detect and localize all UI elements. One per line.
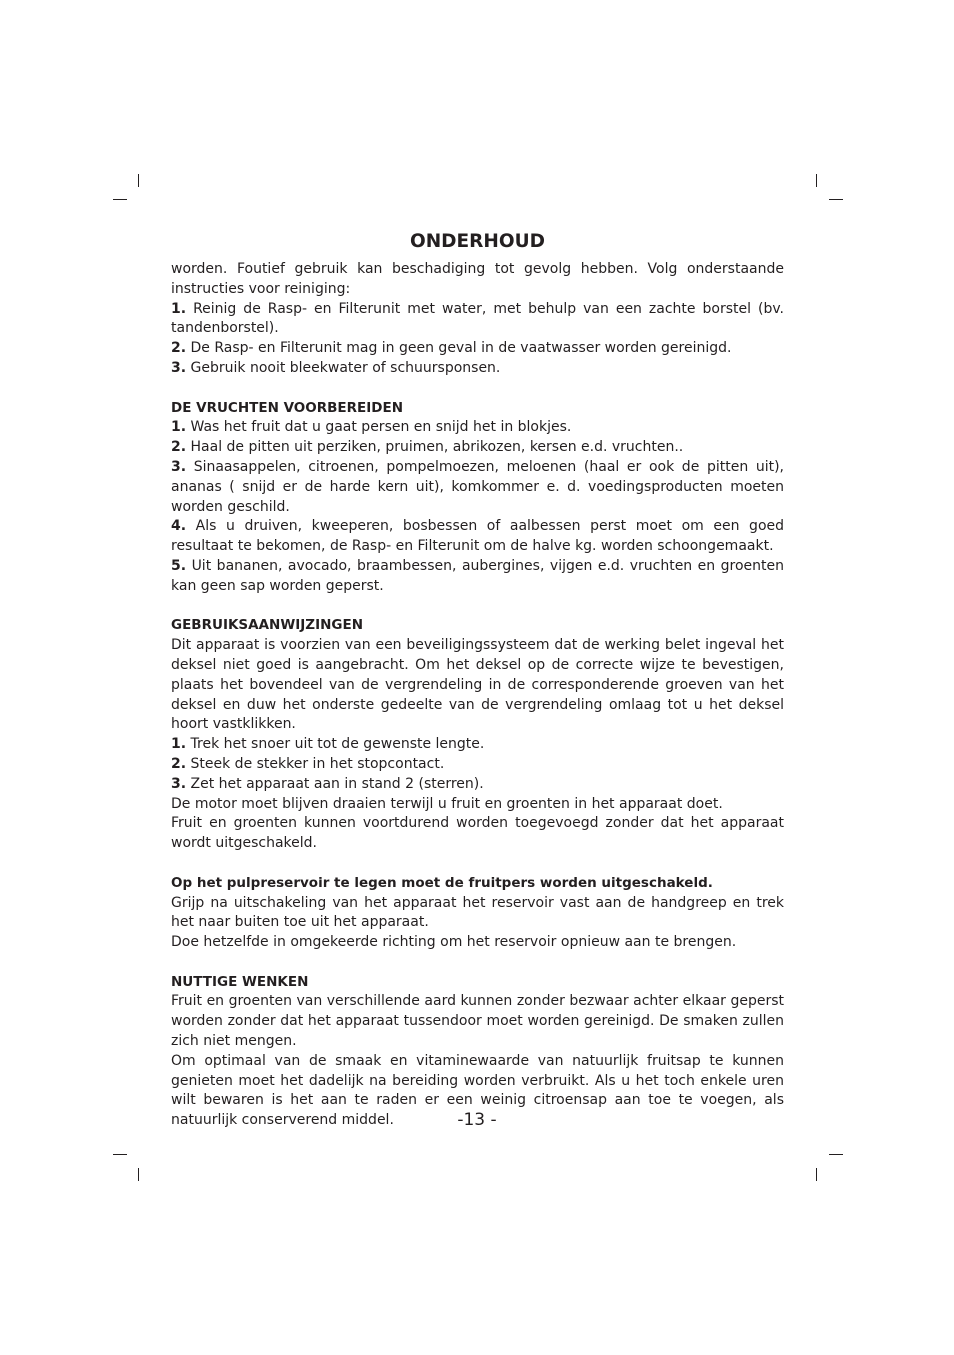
crop-mark-bottom-right-horizontal: [829, 1154, 843, 1155]
fruit-step: [171, 418, 784, 438]
step-text: Als u druiven, kweeperen, bosbessen of aalbessen perst moet om een goed resultaat te bekomen, de Rasp- en Filterunit om de halve kg. worden schoongemaakt.: [171, 518, 785, 555]
usage-step: [171, 755, 784, 775]
step-number: 4.: [171, 518, 187, 535]
step-number: 2.: [171, 755, 187, 772]
usage-intro: Dit apparaat is voorzien van een beveiligingssysteem dat de werking belet ingeval het deksel niet goed is aangebracht. Om het deksel op de correcte wijze te bevestigen, plaats het bovendeel van de vergrendeling in de corresponderende groeven van het deksel en duw het onderste gedeelte van de vergrendeling omlaag tot u het deksel hoort vastklikken.: [171, 637, 784, 733]
intro-paragraph: worden. Foutief gebruik kan beschadiging tot gevolg hebben. Volg onderstaande instructies voor reiniging:: [171, 261, 784, 297]
pulp-instruction: Grijp na uitschakeling van het apparaat het reservoir vast aan de handgreep en trek het naar buiten toe uit het apparaat.: [171, 894, 784, 931]
step-number: 3.: [171, 775, 187, 792]
step-number: 1.: [171, 419, 187, 436]
crop-mark-top-right-horizontal: [829, 199, 843, 200]
section-heading-tips: NUTTIGE WENKEN: [171, 973, 309, 990]
usage-step: [171, 735, 784, 755]
fruit-step: [171, 557, 784, 597]
step-text: Uit bananen, avocado, braambessen, aubergines, vijgen e.d. vruchten en groenten kan geen sap worden geperst.: [171, 557, 785, 594]
step-text: Gebruik nooit bleekwater of schuursponsen.: [190, 359, 501, 376]
page-title: ONDERHOUD: [409, 231, 546, 252]
crop-mark-top-left-vertical: [138, 174, 139, 187]
crop-mark-top-left-horizontal: [113, 199, 127, 200]
cleaning-step: [171, 300, 784, 340]
step-text: Was het fruit dat u gaat persen en snijd het in blokjes.: [190, 419, 572, 436]
step-text: Trek het snoer uit tot de gewenste lengte.: [190, 736, 485, 753]
section-heading-fruit: DE VRUCHTEN VOORBEREIDEN: [171, 399, 404, 416]
step-number: 3.: [171, 359, 187, 376]
step-number: 2.: [171, 340, 187, 357]
crop-mark-bottom-left-vertical: [138, 1168, 139, 1181]
step-text: Sinaasappelen, citroenen, pompelmoezen, meloenen (haal er ook de pitten uit), ananas ( snijd er de harde kern uit), komkommer e. d. voedingsproducten moeten worden geschild.: [171, 458, 784, 515]
fruit-step: [171, 438, 784, 458]
step-text: Steek de stekker in het stopcontact.: [190, 755, 445, 772]
step-number: 1.: [171, 736, 187, 753]
tip-paragraph: Fruit en groenten van verschillende aard kunnen zonder bezwaar achter elkaar geperst worden zonder dat het apparaat tussendoor moet worden gereinigd. De smaken zullen zich niet mengen.: [171, 993, 784, 1050]
cleaning-step: [171, 339, 784, 359]
page-number: -13 -: [457, 1110, 497, 1130]
crop-mark-bottom-right-vertical: [816, 1168, 817, 1181]
usage-note: Fruit en groenten kunnen voortdurend worden toegevoegd zonder dat het apparaat wordt uitgeschakeld.: [171, 815, 784, 852]
tip-paragraph: Om optimaal van de smaak en vitaminewaarde van natuurlijk fruitsap te kunnen genieten moet het dadelijk na bereiding worden verbruikt. Als u het toch enkele uren wilt bewaren is het aan te raden er een weinig citroensap aan toe te voegen, als natuurlijk conserverend middel.: [171, 1052, 784, 1129]
fruit-step: [171, 458, 784, 517]
usage-note: De motor moet blijven draaien terwijl u fruit en groenten in het apparaat doet.: [171, 795, 723, 812]
step-number: 5.: [171, 557, 187, 574]
cleaning-step: [171, 359, 784, 379]
step-text: Reinig de Rasp- en Filterunit met water, met behulp van een zachte borstel (bv. tandenborstel).: [171, 300, 785, 337]
section-heading-usage: GEBRUIKSAANWIJZINGEN: [171, 617, 363, 634]
crop-mark-top-right-vertical: [816, 174, 817, 187]
step-number: 1.: [171, 300, 187, 317]
step-number: 2.: [171, 439, 187, 456]
usage-step: [171, 775, 784, 795]
step-text: De Rasp- en Filterunit mag in geen geval in de vaatwasser worden gereinigd.: [190, 340, 732, 357]
pulp-instruction: Doe hetzelfde in omgekeerde richting om het reservoir opnieuw aan te brengen.: [171, 934, 737, 951]
crop-mark-bottom-left-horizontal: [113, 1154, 127, 1155]
pulp-warning: Op het pulpreservoir te legen moet de fruitpers worden uitgeschakeld.: [171, 874, 713, 891]
page-content: [171, 230, 784, 1131]
step-text: Haal de pitten uit perziken, pruimen, abrikozen, kersen e.d. vruchten..: [190, 439, 684, 456]
step-number: 3.: [171, 458, 187, 475]
fruit-step: [171, 517, 784, 557]
step-text: Zet het apparaat aan in stand 2 (sterren).: [190, 775, 484, 792]
